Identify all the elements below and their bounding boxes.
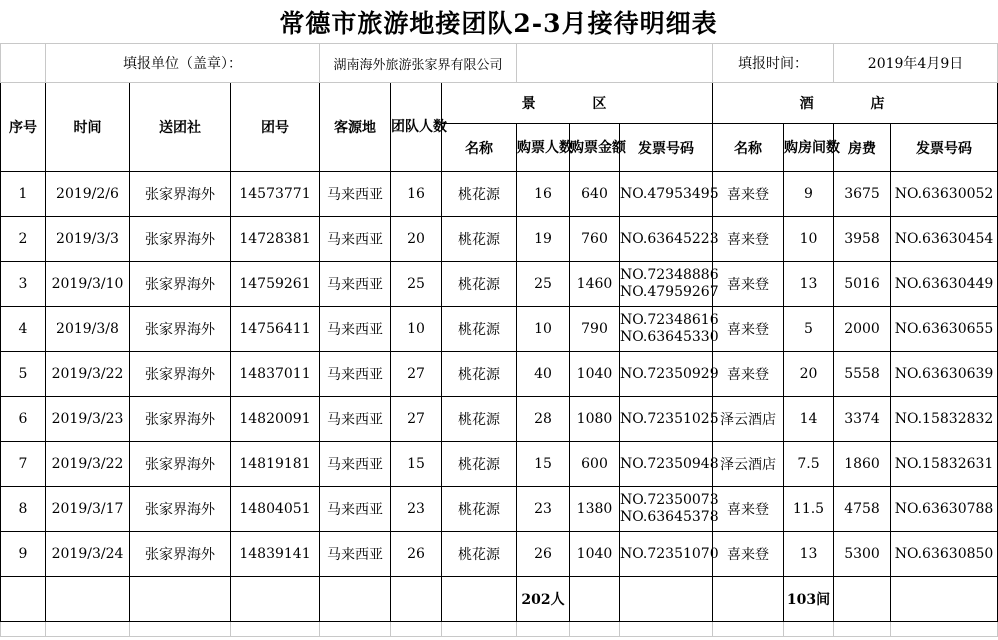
table-row: [1, 442, 998, 487]
header-origin: 客源地: [320, 83, 391, 172]
cell-agency: 张家界海外: [130, 217, 231, 262]
table-row: [1, 262, 998, 307]
cell-rooms: 10: [784, 217, 834, 262]
cell-amount: 1380: [570, 487, 620, 532]
cell-rooms: 9: [784, 172, 834, 217]
cell-group-no: 14804051: [231, 487, 320, 532]
cell-tickets: 23: [517, 487, 570, 532]
cell-date: 2019/3/23: [46, 397, 130, 442]
unit-label: 填报单位（盖章）：: [46, 44, 320, 83]
cell-seq: 1: [1, 172, 46, 217]
header-scenic: 景 区: [442, 83, 713, 124]
cell-seq: 9: [1, 532, 46, 577]
cell-rooms: 11.5: [784, 487, 834, 532]
header-scenic-name: 名称: [442, 124, 517, 172]
trailing-row: [1, 622, 998, 637]
cell-agency: 张家界海外: [130, 532, 231, 577]
header-group-size: 团队人数: [391, 83, 442, 172]
cell-scenic-name: 桃花源: [442, 487, 517, 532]
cell-seq: 4: [1, 307, 46, 352]
cell-hotel-invoice: NO.63630454: [891, 217, 998, 262]
cell-group-size: 20: [391, 217, 442, 262]
cell-hotel-name: 喜来登: [713, 217, 784, 262]
cell-group-size: 15: [391, 442, 442, 487]
cell-amount: 790: [570, 307, 620, 352]
cell-hotel-invoice: NO.63630788: [891, 487, 998, 532]
cell-origin: 马来西亚: [320, 397, 391, 442]
cell-scenic-name: 桃花源: [442, 442, 517, 487]
cell-room-fee: 5300: [834, 532, 891, 577]
cell-room-fee: 2000: [834, 307, 891, 352]
cell-amount: 1040: [570, 352, 620, 397]
table-row: [1, 307, 998, 352]
cell-tickets: 25: [517, 262, 570, 307]
table-row: [1, 397, 998, 442]
cell-scenic-name: 桃花源: [442, 217, 517, 262]
cell-date: 2019/3/17: [46, 487, 130, 532]
cell-rooms: 13: [784, 532, 834, 577]
invoice-number: NO.72348886: [620, 267, 719, 283]
cell-origin: 马来西亚: [320, 442, 391, 487]
invoice-number: NO.72350948: [620, 456, 719, 472]
cell-group-size: 23: [391, 487, 442, 532]
cell-room-fee: 3374: [834, 397, 891, 442]
cell-invoice: [620, 532, 719, 577]
cell-invoice: [620, 262, 719, 307]
cell-rooms: 7.5: [784, 442, 834, 487]
cell-group-no: 14756411: [231, 307, 320, 352]
cell-room-fee: 4758: [834, 487, 891, 532]
cell-group-size: 27: [391, 352, 442, 397]
cell-invoice: [620, 397, 719, 442]
cell-scenic-name: 桃花源: [442, 352, 517, 397]
cell-tickets: 19: [517, 217, 570, 262]
header-group-no: 团号: [231, 83, 320, 172]
header-time: 时间: [46, 83, 130, 172]
cell-rooms: 5: [784, 307, 834, 352]
cell-hotel-name: 泽云酒店: [713, 442, 784, 487]
table-row: [1, 487, 998, 532]
cell-date: 2019/3/22: [46, 352, 130, 397]
cell-seq: 5: [1, 352, 46, 397]
cell-agency: 张家界海外: [130, 442, 231, 487]
cell-date: 2019/3/10: [46, 262, 130, 307]
header-hotel-name: 名称: [713, 124, 784, 172]
cell-invoice: [620, 307, 719, 352]
cell-scenic-name: 桃花源: [442, 397, 517, 442]
cell-rooms: 13: [784, 262, 834, 307]
cell-date: 2019/3/22: [46, 442, 130, 487]
cell-room-fee: 5558: [834, 352, 891, 397]
cell-group-no: 14839141: [231, 532, 320, 577]
invoice-number: NO.47959267: [620, 284, 719, 300]
cell-group-no: 14728381: [231, 217, 320, 262]
cell-hotel-name: 喜来登: [713, 262, 784, 307]
cell-tickets: 26: [517, 532, 570, 577]
cell-agency: 张家界海外: [130, 397, 231, 442]
cell-room-fee: 5016: [834, 262, 891, 307]
cell-tickets: 28: [517, 397, 570, 442]
cell-amount: 1460: [570, 262, 620, 307]
cell-invoice: [620, 487, 719, 532]
totals-row: [1, 577, 998, 622]
cell-date: 2019/3/8: [46, 307, 130, 352]
cell-date: 2019/2/6: [46, 172, 130, 217]
cell-tickets: 16: [517, 172, 570, 217]
cell-origin: 马来西亚: [320, 307, 391, 352]
header-tickets: 购票人数: [517, 124, 570, 172]
invoice-number: NO.47953495: [620, 186, 719, 202]
cell-agency: 张家界海外: [130, 487, 231, 532]
cell-group-size: 16: [391, 172, 442, 217]
cell-room-fee: 3958: [834, 217, 891, 262]
cell-hotel-invoice: NO.63630449: [891, 262, 998, 307]
table-row: [1, 217, 998, 262]
cell-agency: 张家界海外: [130, 307, 231, 352]
cell-hotel-name: 喜来登: [713, 352, 784, 397]
cell-scenic-name: 桃花源: [442, 172, 517, 217]
reception-table: [0, 43, 998, 637]
cell-amount: 600: [570, 442, 620, 487]
cell-origin: 马来西亚: [320, 217, 391, 262]
cell-tickets: 15: [517, 442, 570, 487]
cell-scenic-name: 桃花源: [442, 307, 517, 352]
cell-hotel-invoice: NO.63630052: [891, 172, 998, 217]
header-invoice: 发票号码: [620, 124, 713, 172]
cell-group-size: 27: [391, 397, 442, 442]
cell-hotel-invoice: NO.15832631: [891, 442, 998, 487]
cell-group-no: 14837011: [231, 352, 320, 397]
cell-rooms: 14: [784, 397, 834, 442]
cell-group-size: 26: [391, 532, 442, 577]
cell-scenic-name: 桃花源: [442, 532, 517, 577]
cell-hotel-invoice: NO.63630639: [891, 352, 998, 397]
table-row: [1, 532, 998, 577]
header-seq: 序号: [1, 83, 46, 172]
invoice-number: NO.72348616: [620, 312, 719, 328]
cell-agency: 张家界海外: [130, 172, 231, 217]
cell-origin: 马来西亚: [320, 352, 391, 397]
cell-tickets: 40: [517, 352, 570, 397]
time-value: 2019年4月9日: [834, 44, 998, 83]
cell-hotel-name: 喜来登: [713, 307, 784, 352]
cell-hotel-name: 喜来登: [713, 487, 784, 532]
header-room-fee: 房费: [834, 124, 891, 172]
total-tickets: 202人: [517, 577, 570, 622]
table-row: [1, 352, 998, 397]
invoice-number: NO.72350073: [620, 492, 719, 508]
header-rooms: 购房间数: [784, 124, 834, 172]
cell-date: 2019/3/3: [46, 217, 130, 262]
cell-tickets: 10: [517, 307, 570, 352]
invoice-number: NO.63645330: [620, 329, 719, 345]
table-body: [1, 172, 998, 577]
cell-invoice: [620, 442, 719, 487]
invoice-number: NO.72351025: [620, 411, 719, 427]
invoice-number: NO.63645223: [620, 231, 719, 247]
cell-hotel-name: 喜来登: [713, 172, 784, 217]
cell-room-fee: 1860: [834, 442, 891, 487]
cell-origin: 马来西亚: [320, 262, 391, 307]
cell-hotel-invoice: NO.63630655: [891, 307, 998, 352]
cell-hotel-invoice: NO.63630850: [891, 532, 998, 577]
invoice-number: NO.72351070: [620, 546, 719, 562]
invoice-number: NO.72350929: [620, 366, 719, 382]
header-amount: 购票金额: [570, 124, 620, 172]
cell-invoice: [620, 352, 719, 397]
time-label: 填报时间：: [713, 44, 834, 83]
cell-group-size: 10: [391, 307, 442, 352]
cell-scenic-name: 桃花源: [442, 262, 517, 307]
cell-seq: 6: [1, 397, 46, 442]
header-row-1: [1, 83, 998, 124]
header-agency: 送团社: [130, 83, 231, 172]
cell-group-no: 14573771: [231, 172, 320, 217]
cell-seq: 2: [1, 217, 46, 262]
table-row: [1, 172, 998, 217]
total-rooms: 103间: [784, 577, 834, 622]
cell-amount: 1080: [570, 397, 620, 442]
cell-origin: 马来西亚: [320, 487, 391, 532]
cell-hotel-invoice: NO.15832832: [891, 397, 998, 442]
cell-invoice: [620, 217, 719, 262]
cell-amount: 640: [570, 172, 620, 217]
cell-origin: 马来西亚: [320, 532, 391, 577]
header-hotel-invoice: 发票号码: [891, 124, 998, 172]
unit-value: 湖南海外旅游张家界有限公司: [320, 44, 517, 83]
cell-group-no: 14820091: [231, 397, 320, 442]
cell-invoice: [620, 172, 719, 217]
cell-seq: 8: [1, 487, 46, 532]
cell-agency: 张家界海外: [130, 262, 231, 307]
cell-agency: 张家界海外: [130, 352, 231, 397]
cell-hotel-name: 泽云酒店: [713, 397, 784, 442]
cell-group-no: 14759261: [231, 262, 320, 307]
header-hotel: 酒 店: [713, 83, 998, 124]
cell-amount: 1040: [570, 532, 620, 577]
cell-date: 2019/3/24: [46, 532, 130, 577]
info-row: [1, 44, 998, 83]
cell-group-no: 14819181: [231, 442, 320, 487]
cell-seq: 7: [1, 442, 46, 487]
invoice-number: NO.63645378: [620, 509, 719, 525]
cell-hotel-name: 喜来登: [713, 532, 784, 577]
cell-group-size: 25: [391, 262, 442, 307]
cell-amount: 760: [570, 217, 620, 262]
cell-origin: 马来西亚: [320, 172, 391, 217]
cell-room-fee: 3675: [834, 172, 891, 217]
cell-rooms: 20: [784, 352, 834, 397]
page-title: 常德市旅游地接团队2-3月接待明细表: [279, 8, 718, 38]
cell-seq: 3: [1, 262, 46, 307]
